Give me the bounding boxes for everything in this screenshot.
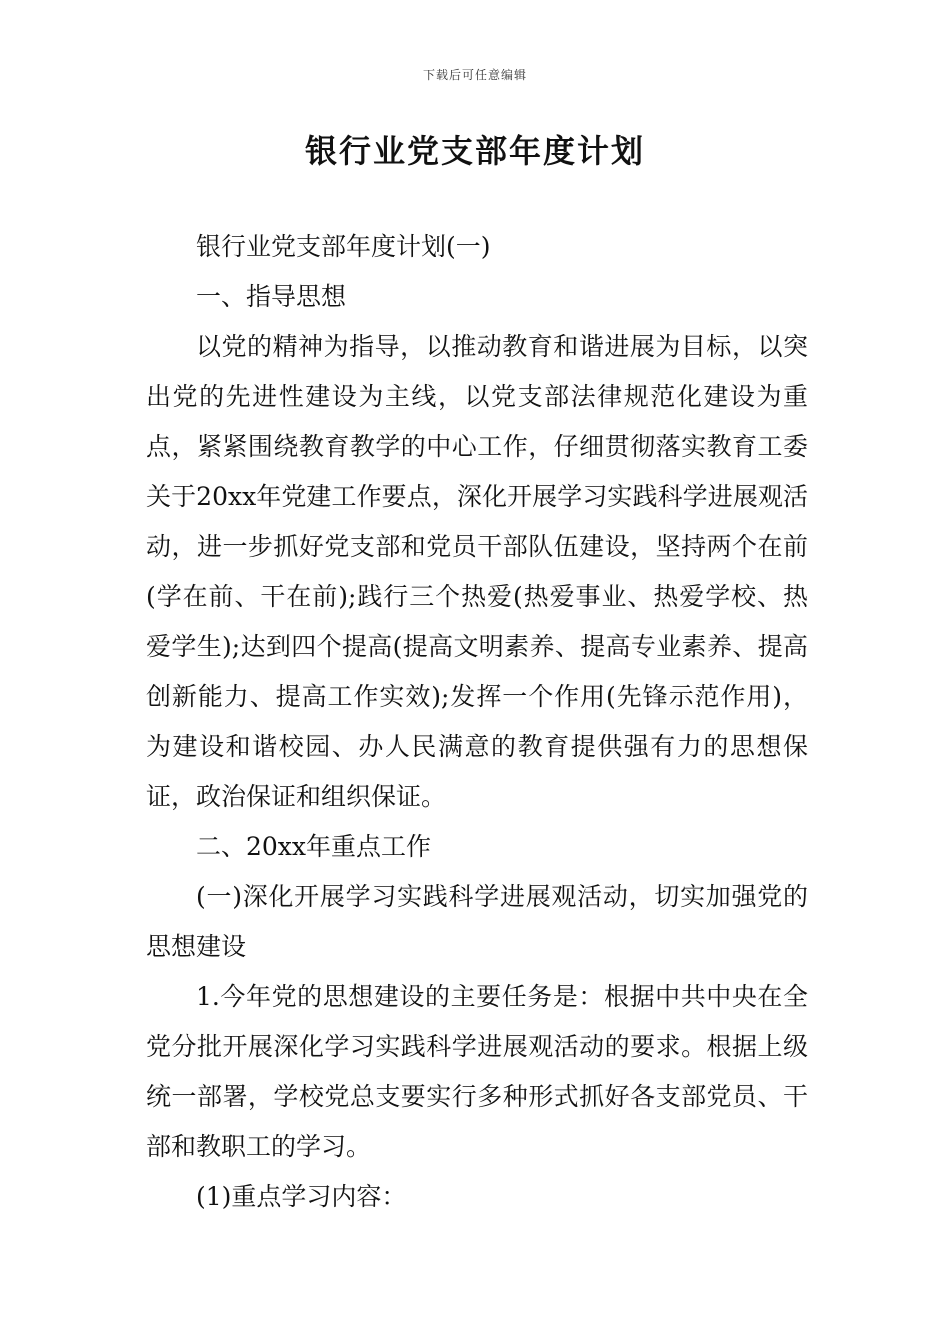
paragraph-subtitle: 银行业党支部年度计划(一) <box>196 232 491 261</box>
paragraph-guiding-thought-body: 以党的精神为指导，以推动教育和谐进展为目标，以突出党的先进性建设为主线，以党支部法律规范化建设为重点，紧紧围绕教育教学的中心工作，仔细贯彻落实教育工委关于20xx年党建工作要点，深化开展学习实践科学进展观活动，进一步抓好党支部和党员干部队伍建设，坚持两个在前(学在前、干在前);践行三个热爱(热爱事业、热爱学校、热爱学生);达到四个提高(提高文明素养、提高专业素养、提高创新能力、提高工作实效);发挥一个作用(先锋示范作用)，为建设和谐校园、办人民满意的教育提供强有力的思想保证，政治保证和组织保证。 <box>146 332 808 811</box>
paragraph-heading-key-work: 二、20xx年重点工作 <box>196 832 432 861</box>
paragraph-subheading-1: (一)深化开展学习实践科学进展观活动，切实加强党的思想建设 <box>146 882 808 961</box>
header-note: 下载后可任意编辑 <box>422 68 527 82</box>
paragraph-item-1-1: (1)重点学习内容： <box>196 1182 407 1211</box>
document-body <box>146 222 808 1222</box>
paragraph-item-1: 1.今年党的思想建设的主要任务是：根据中共中央在全党分批开展深化学习实践科学进展观活动的要求。根据上级统一部署，学校党总支要实行多种形式抓好各支部党员、干部和教职工的学习。 <box>146 982 808 1161</box>
paragraph-heading-guiding-thought: 一、指导思想 <box>196 282 347 311</box>
document-title: 银行业党支部年度计划 <box>304 132 645 170</box>
